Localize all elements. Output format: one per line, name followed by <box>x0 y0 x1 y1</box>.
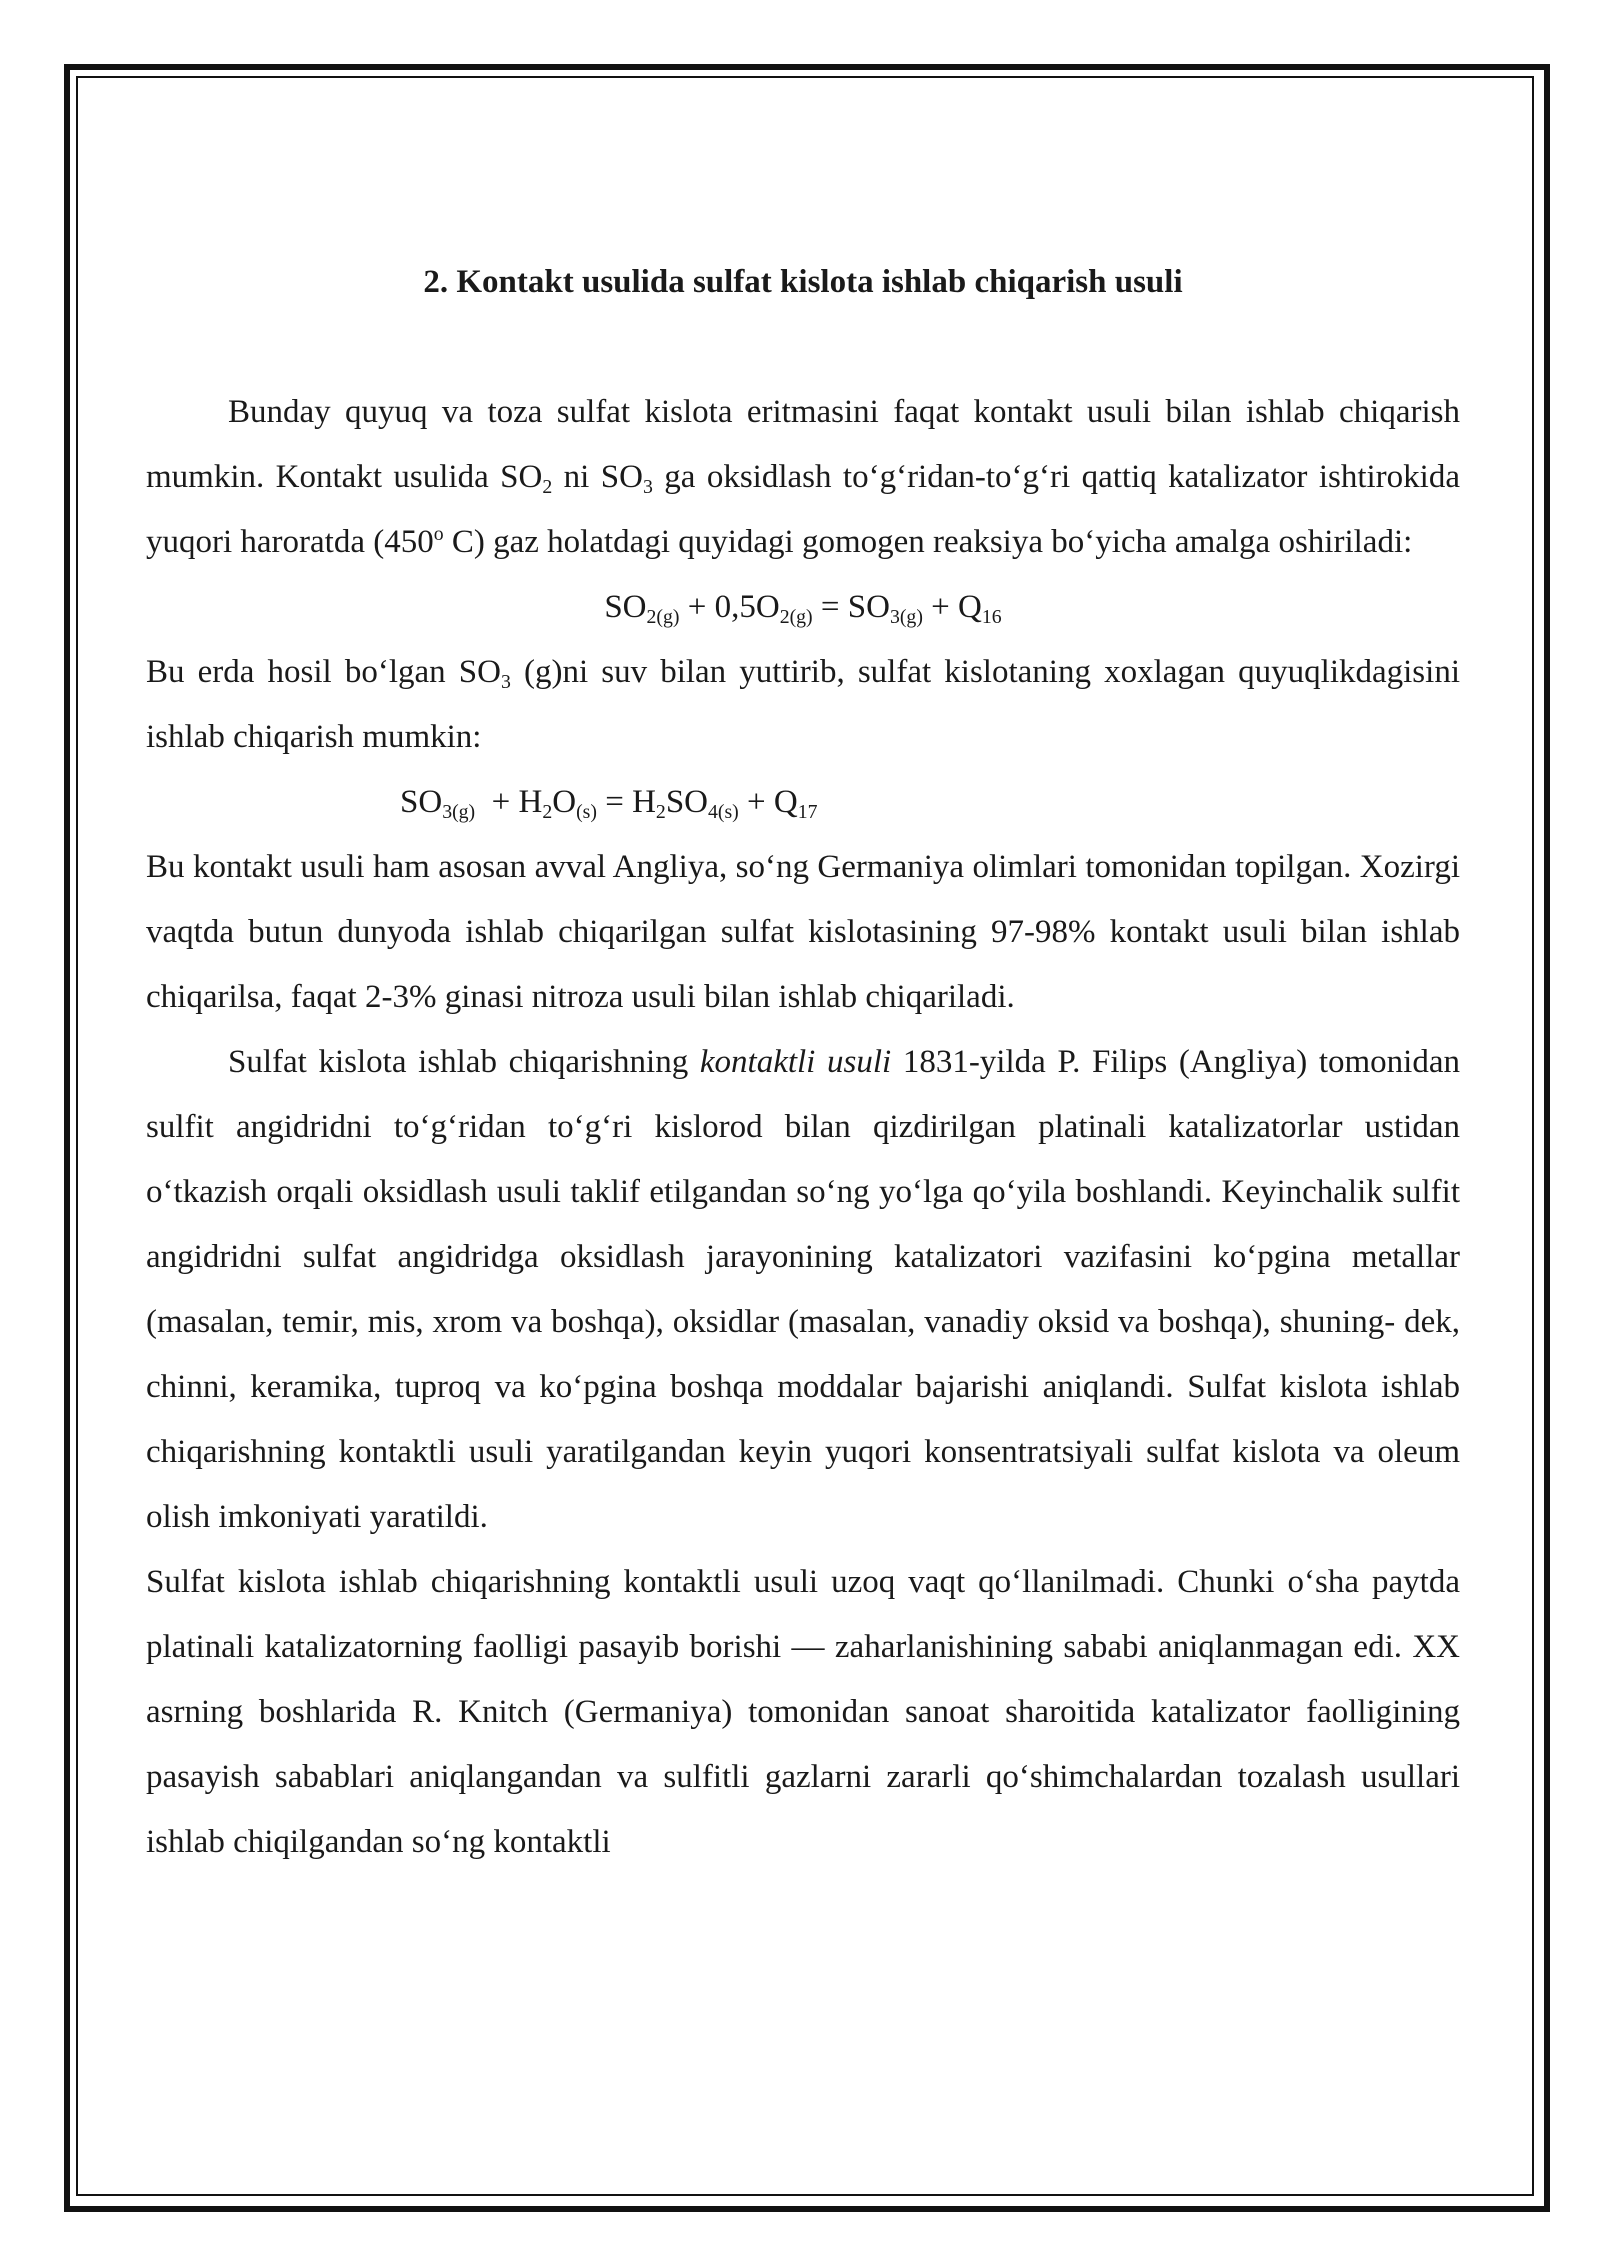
subscript: 2 <box>542 475 553 498</box>
paragraph-4-text-b: 1831-yilda P. Filips (Angliya) tomonidan sulfit angidridni to‘g‘ridan to‘g‘ri kislorod bilan qizdirilgan platinali katalizatorlar ustidan o‘tkazish orqali oksidlash usuli taklif etilgandan so‘ng yo‘lga qo‘yila boshlandi. Keyinchalik sulfit angidridni sulfat angidridga oksidlash jarayonining katalizatori vazifasini ko‘pgina metallar (masalan, temir, mis, xrom va boshqa), oksidlar (masalan, vanadiy oksid va boshqa), shuning- dek, chinni, keramika, tuproq va ko‘pgina boshqa moddalar bajarishi aniqlandi. Sulfat kislota ishlab chiqarishning kontaktli usuli yaratilgandan keyin yuqori konsentratsiyali sulfat kislota va oleum olish imkoniyati yaratildi. <box>146 1044 1460 1535</box>
eq-subscript: 2(g) <box>779 605 813 628</box>
eq-subscript: 2 <box>655 800 666 823</box>
section-title: 2. Kontakt usulida sulfat kislota ishlab chiqarish usuli <box>423 264 1183 300</box>
eq-term: SO <box>665 784 708 820</box>
eq-subscript: 2 <box>542 800 553 823</box>
document-body <box>146 250 1460 1875</box>
eq-term: + H <box>475 784 543 820</box>
equation-2 <box>146 770 1460 835</box>
subscript: 3 <box>500 670 511 693</box>
eq-subscript: 4(s) <box>708 800 739 823</box>
eq-term: SO <box>400 784 443 820</box>
paragraph-2-text-a: Bu erda hosil bo‘lgan SO <box>146 654 501 690</box>
eq-term: SO <box>604 589 647 625</box>
eq-subscript: 3(g) <box>889 605 923 628</box>
eq-term: = SO <box>812 589 890 625</box>
equation-1 <box>146 575 1460 640</box>
paragraph-1-text-b: ni SO <box>552 459 643 495</box>
eq-term: + 0,5O <box>679 589 780 625</box>
eq-term: + Q <box>738 784 798 820</box>
eq-subscript: 2(g) <box>646 605 680 628</box>
paragraph-2-text-b: (g)ni suv bilan yuttirib, sulfat kislotaning xoxlagan quyuqlikdagisini ishlab chiqarish mumkin: <box>146 654 1460 755</box>
paragraph-5: Sulfat kislota ishlab chiqarishning kontaktli usuli uzoq vaqt qo‘llanilmadi. Chunki o‘sha paytda platinali katalizatorning faolligi pasayib borishi — zaharlanishining sababi aniqlanmagan edi. XX asrning boshlarida R. Knitch (Germaniya) tomonidan sanoat sharoitida katalizator faolligining pasayish sabablari aniqlangandan va sulfitli gazlarni zararli qo‘shimchalardan tozalash usullari ishlab chiqilgandan so‘ng kontaktli <box>146 1564 1460 1860</box>
eq-term: + Q <box>922 589 982 625</box>
eq-term: = H <box>596 784 656 820</box>
eq-term: O <box>552 784 577 820</box>
superscript-degree: o <box>433 523 444 546</box>
paragraph-1-text-c: ga oksidlash to‘g‘ridan-to‘g‘ri qattiq katalizator ishtirokida yuqori haroratda (450 <box>146 459 1460 560</box>
paragraph-1-text-a: Bunday quyuq va toza sulfat kislota eritmasini faqat kontakt usuli bilan ishlab chiqarish mumkin. Kontakt usulida SO <box>146 394 1460 495</box>
eq-subscript: 3(g) <box>442 800 476 823</box>
paragraph-2 <box>146 640 1460 770</box>
paragraph-4-emphasis: kontaktli usuli <box>699 1044 892 1080</box>
paragraph-1 <box>146 380 1460 575</box>
eq-subscript: 17 <box>797 800 818 823</box>
paragraph-3: Bu kontakt usuli ham asosan avval Angliya, so‘ng Germaniya olimlari tomonidan topilgan. Xozirgi vaqtda butun dunyoda ishlab chiqarilgan sulfat kislotasining 97-98% kontakt usuli bilan ishlab chiqarilsa, faqat 2-3% ginasi nitroza usuli bilan ishlab chiqariladi. <box>146 849 1460 1015</box>
paragraph-1-text-d: C) gaz holatdagi quyidagi gomogen reaksiya bo‘yicha amalga oshiriladi: <box>443 524 1413 560</box>
eq-subscript: 16 <box>981 605 1002 628</box>
eq-subscript: (s) <box>576 800 597 823</box>
paragraph-4-text-a: Sulfat kislota ishlab chiqarishning <box>228 1044 700 1080</box>
paragraph-4 <box>146 1030 1460 1550</box>
subscript: 3 <box>642 475 653 498</box>
